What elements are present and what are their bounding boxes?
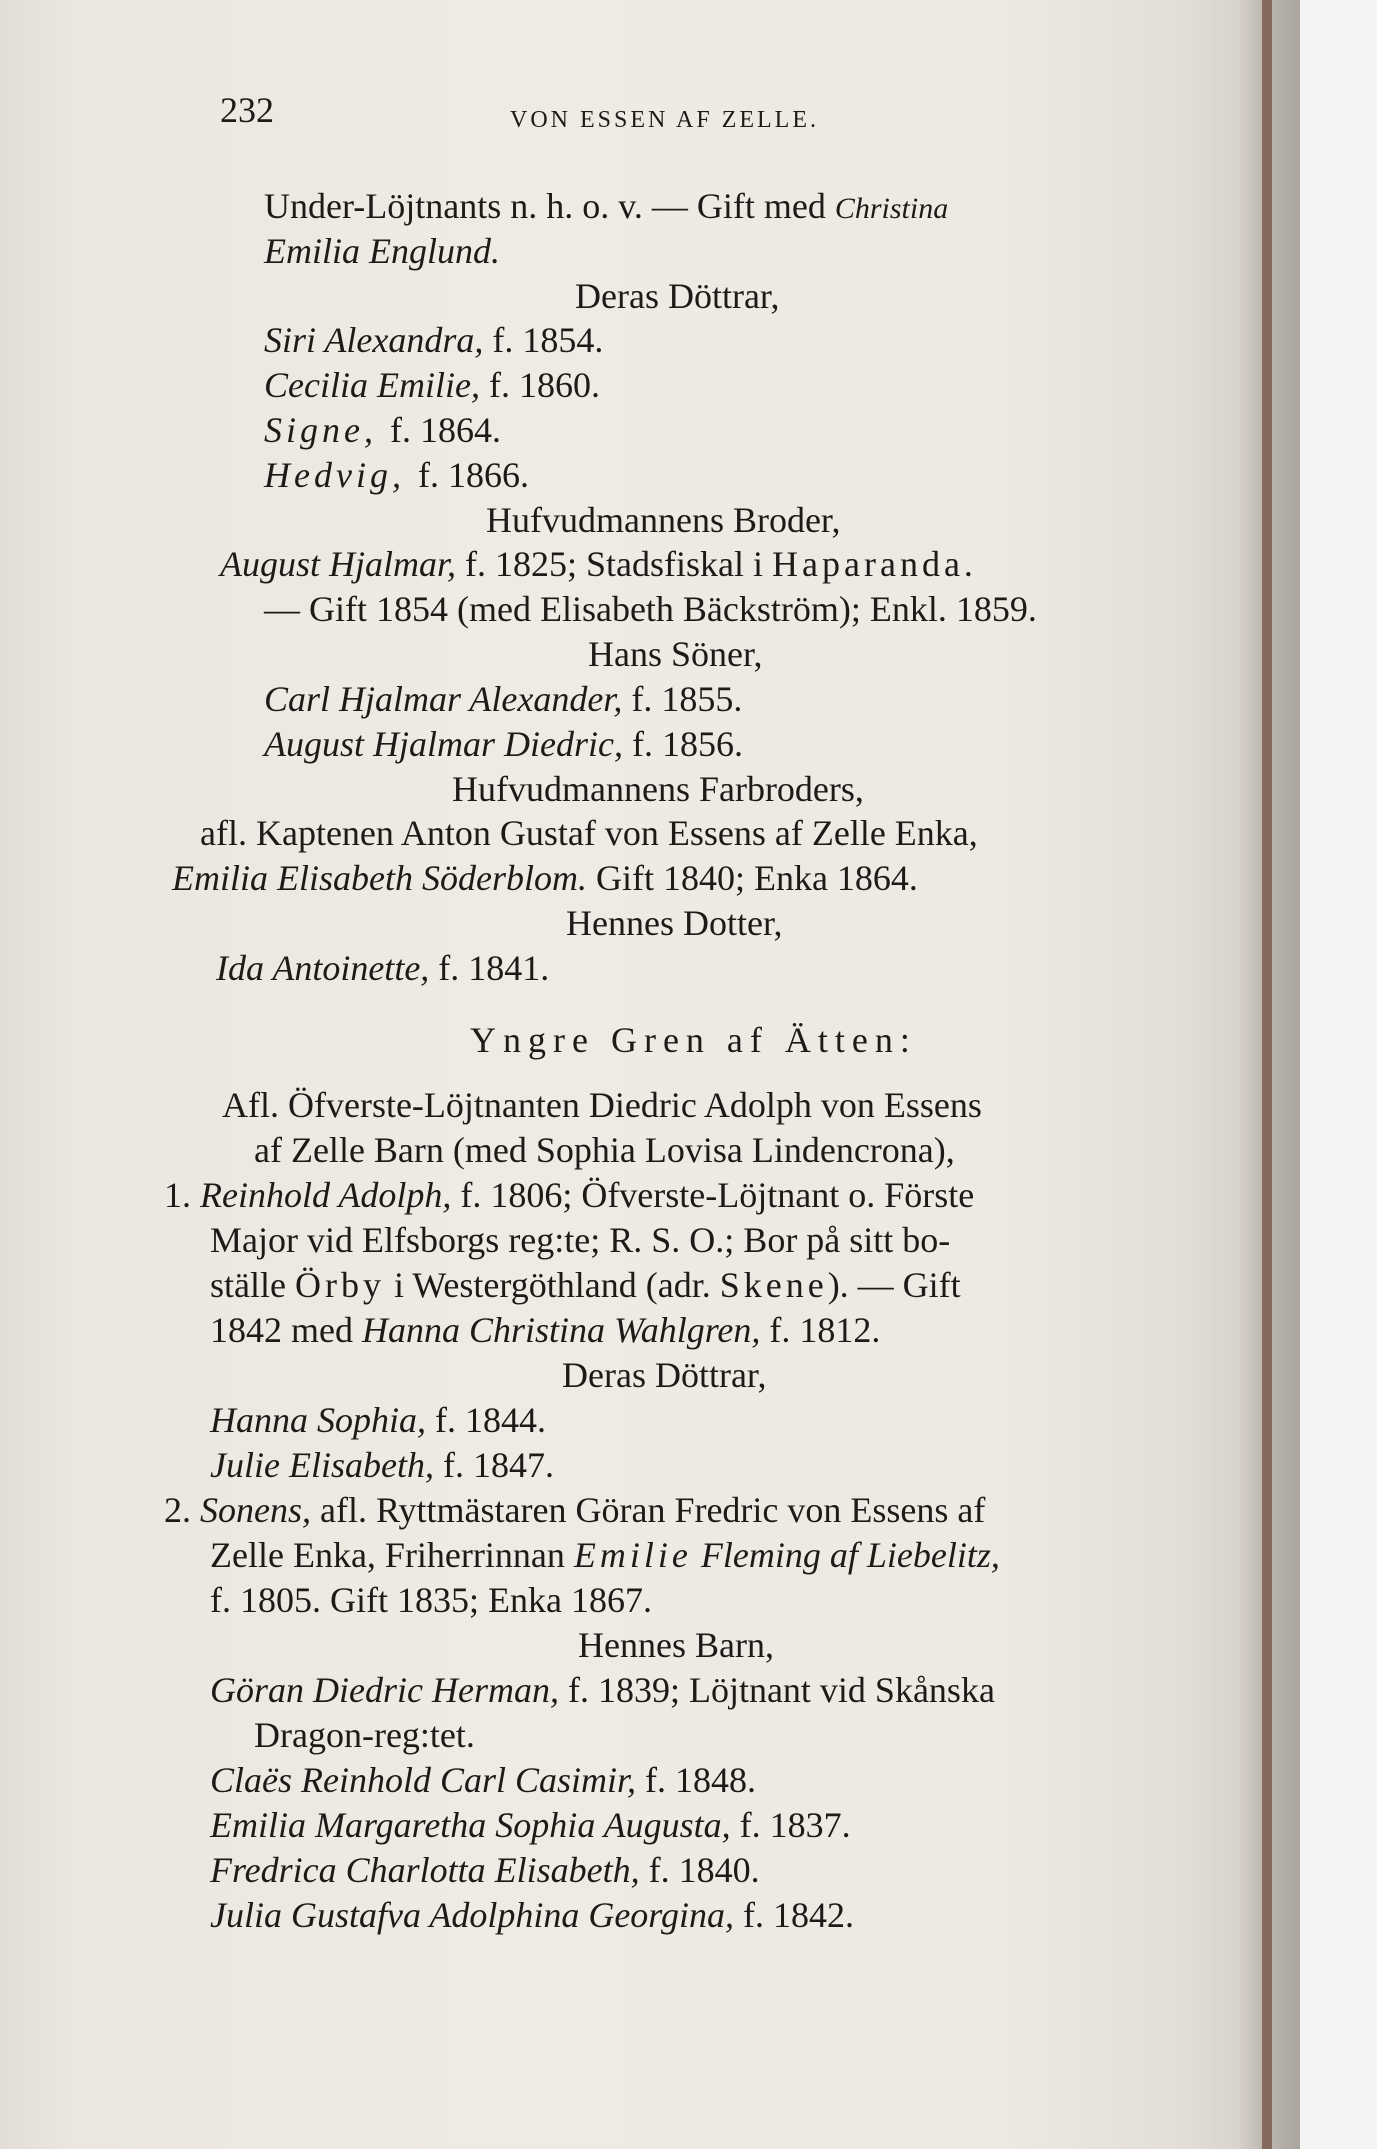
text-line: afl. Kaptenen Anton Gustaf von Essens af Zelle Enka, — [200, 813, 978, 853]
text-line: Hanna Sophia, f. 1844. — [210, 1400, 546, 1440]
text-line: f. 1805. Gift 1835; Enka 1867. — [210, 1580, 652, 1620]
running-title: VON ESSEN AF ZELLE. — [510, 107, 819, 133]
section-heading: Hennes Barn, — [578, 1625, 774, 1665]
text-line: Julia Gustafva Adolphina Georgina, f. 1842. — [210, 1895, 854, 1935]
text-line: Fredrica Charlotta Elisabeth, f. 1840. — [210, 1850, 760, 1890]
text-line: Dragon-reg:tet. — [254, 1715, 475, 1755]
text-line: Julie Elisabeth, f. 1847. — [210, 1445, 554, 1485]
section-heading: Hans Söner, — [588, 634, 763, 674]
text-line: Carl Hjalmar Alexander, f. 1855. — [264, 679, 743, 719]
branch-heading: Yngre Gren af Ätten: — [470, 1020, 917, 1060]
text-line: August Hjalmar Diedric, f. 1856. — [264, 724, 743, 764]
text-line: 1842 med Hanna Christina Wahlgren, f. 1812. — [210, 1310, 881, 1350]
section-heading: Deras Döttrar, — [575, 276, 780, 316]
text-line: Major vid Elfsborgs reg:te; R. S. O.; Bor på sitt bo- — [210, 1220, 951, 1260]
text-line: af Zelle Barn (med Sophia Lovisa Lindencrona), — [254, 1130, 955, 1170]
section-heading: Deras Döttrar, — [562, 1355, 767, 1395]
text-line: Zelle Enka, Friherrinnan Emilie Fleming af Liebelitz, — [210, 1535, 1000, 1575]
text-line: Signe, f. 1864. — [264, 410, 501, 450]
text-line: Göran Diedric Herman, f. 1839; Löjtnant vid Skånska — [210, 1670, 995, 1710]
text-line: Siri Alexandra, f. 1854. — [264, 320, 604, 360]
book-spine-edge — [1262, 0, 1272, 2149]
text-line: Cecilia Emilie, f. 1860. — [264, 365, 600, 405]
page-number: 232 — [220, 90, 274, 130]
text-line: Under-Löjtnants n. h. o. v. — Gift med Christina — [264, 186, 949, 226]
text-line: Emilia Margaretha Sophia Augusta, f. 1837. — [210, 1805, 851, 1845]
text-line: Emilia Elisabeth Söderblom. Gift 1840; Enka 1864. — [172, 858, 918, 898]
text-line: 1. Reinhold Adolph, f. 1806; Öfverste-Löjtnant o. Förste — [164, 1175, 975, 1215]
text-line: Hedvig, f. 1866. — [264, 455, 529, 495]
text-line: Afl. Öfverste-Löjtnanten Diedric Adolph von Essens — [222, 1085, 982, 1125]
text-line: Claës Reinhold Carl Casimir, f. 1848. — [210, 1760, 757, 1800]
scan-margin — [1300, 0, 1377, 2149]
text-line: Ida Antoinette, f. 1841. — [216, 948, 550, 988]
text-line: August Hjalmar, f. 1825; Stadsfiskal i Haparanda. — [220, 544, 977, 584]
text-line: ställe Örby i Westergöthland (adr. Skene). — Gift — [210, 1265, 961, 1305]
section-heading: Hufvudmannens Broder, — [486, 500, 841, 540]
text-line: — Gift 1854 (med Elisabeth Bäckström); Enkl. 1859. — [264, 589, 1037, 629]
section-heading: Hufvudmannens Farbroders, — [452, 769, 864, 809]
text-line: 2. Sonens, afl. Ryttmästaren Göran Fredric von Essens af — [164, 1490, 986, 1530]
text-line: Emilia Englund. — [264, 231, 500, 271]
section-heading: Hennes Dotter, — [566, 903, 783, 943]
